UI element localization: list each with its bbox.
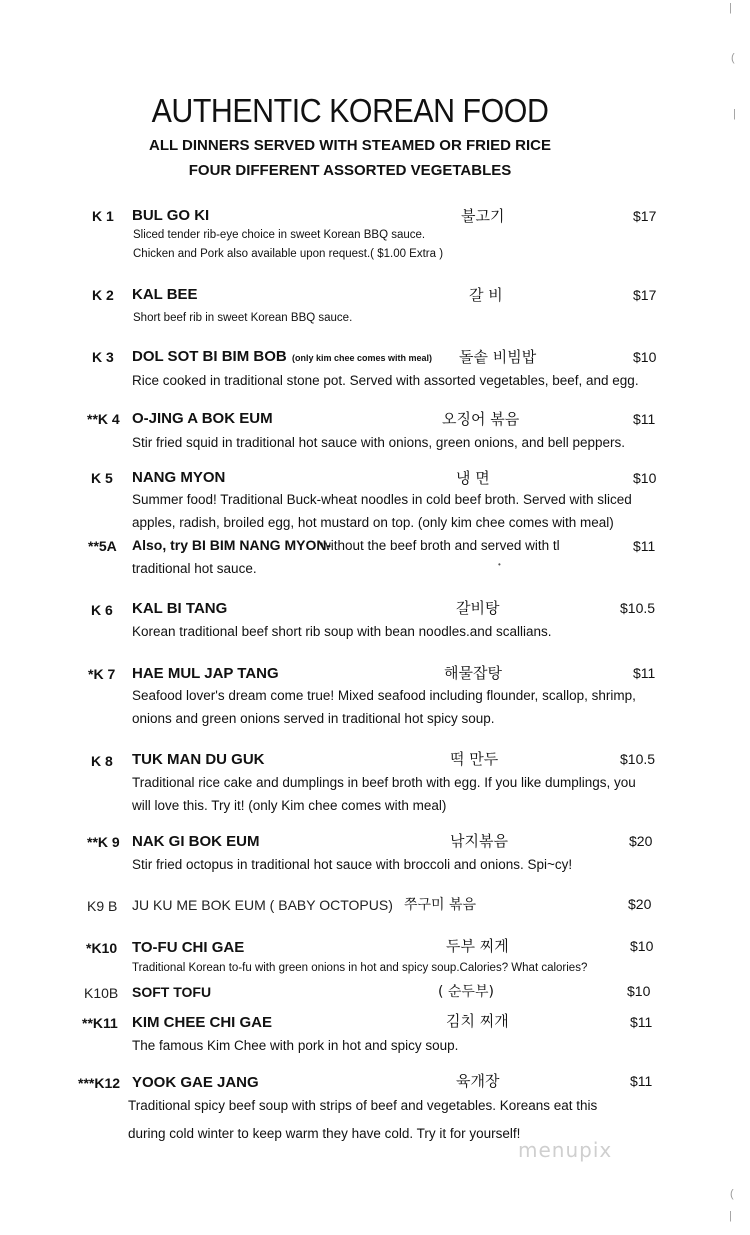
item-code: K9 B xyxy=(87,898,118,914)
item-name: BUL GO KI xyxy=(132,207,210,224)
menu-title: AUTHENTIC KOREAN FOOD xyxy=(151,92,549,129)
item-description: Seafood lover's dream come true! Mixed seafood including flounder, scallop, shrimp, xyxy=(132,688,636,703)
item-description-2: Chicken and Pork also available upon request.( $1.00 Extra ) xyxy=(133,248,444,260)
item-korean-name: 해물잡탕 xyxy=(444,664,502,682)
item-korean-name: 떡 만두 xyxy=(450,750,499,768)
item-name: TO-FU CHI GAE xyxy=(132,939,245,956)
item-code: *K 7 xyxy=(88,666,116,682)
scan-edge-mark: | xyxy=(733,108,736,120)
item-name: JU KU ME BOK EUM ( BABY OCTOPUS) xyxy=(132,897,393,913)
item-code: K 3 xyxy=(92,349,114,365)
item-korean-name: 김치 찌개 xyxy=(446,1012,509,1030)
item-description: Stir fried squid in traditional hot sauce with onions, green onions, and bell peppers. xyxy=(132,435,626,450)
item-description: Rice cooked in traditional stone pot. Served with assorted vegetables, beef, and egg. xyxy=(132,373,639,388)
menu-subtitle-vegetables: FOUR DIFFERENT ASSORTED VEGETABLES xyxy=(188,162,512,179)
item-price: $10.5 xyxy=(620,751,656,767)
scan-edge-mark: ( xyxy=(730,1188,734,1200)
item-description: Traditional rice cake and dumplings in beef broth with egg. If you like dumplings, you xyxy=(132,775,636,790)
item-price: $10 xyxy=(633,349,657,365)
item-price: $10.5 xyxy=(620,600,656,616)
item-price: $17 xyxy=(633,208,657,224)
item-price: $10 xyxy=(630,938,654,954)
item-description: traditional hot sauce. xyxy=(132,561,257,576)
item-code: **5A xyxy=(88,538,117,554)
item-code: K 8 xyxy=(91,753,113,769)
item-code: *K10 xyxy=(86,940,118,956)
item-korean-name: 갈비탕 xyxy=(456,599,500,617)
item-description: Summer food! Traditional Buck-wheat noodles in cold beef broth. Served with sliced xyxy=(132,492,632,507)
item-price: $11 xyxy=(633,665,656,681)
item-price: $11 xyxy=(630,1014,653,1030)
menu-subtitle-rice: ALL DINNERS SERVED WITH STEAMED OR FRIED RICE xyxy=(149,137,551,154)
item-price: $11 xyxy=(633,538,656,554)
item-korean-name: 오징어 볶음 xyxy=(442,410,520,428)
item-name: HAE MUL JAP TANG xyxy=(132,665,279,682)
item-description: Short beef rib in sweet Korean BBQ sauce. xyxy=(133,312,353,324)
item-name: Also, try BI BIM NANG MYON- xyxy=(132,537,332,553)
item-description: Stir fried octopus in traditional hot sauce with broccoli and onions. Spi~cy! xyxy=(132,857,573,872)
item-price: $11 xyxy=(630,1073,653,1089)
item-name: SOFT TOFU xyxy=(132,984,212,1000)
item-name: NAK GI BOK EUM xyxy=(132,833,260,850)
item-description: Sliced tender rib-eye choice in sweet Korean BBQ sauce. xyxy=(133,229,426,241)
item-code: ***K12 xyxy=(78,1075,121,1091)
item-korean-name: ( 순두부) xyxy=(438,984,494,1000)
item-price: $20 xyxy=(629,833,653,849)
item-code: K 5 xyxy=(91,470,113,486)
item-code: K 1 xyxy=(92,208,114,224)
item-description: Korean traditional beef short rib soup with bean noodles.and scallians. xyxy=(132,624,552,639)
item-korean-name: 낚지볶음 xyxy=(450,832,508,850)
item-price: $17 xyxy=(633,287,657,303)
item-description-2: will love this. Try it! (only Kim chee comes with meal) xyxy=(132,798,447,813)
item-name: NANG MYON xyxy=(132,469,226,486)
item-name: O-JING A BOK EUM xyxy=(132,410,273,427)
scan-edge-mark: ( xyxy=(731,52,735,64)
item-korean-name: 돌솥 비빔밥 xyxy=(459,348,537,366)
scan-edge-mark: | xyxy=(729,2,732,14)
item-note: (only kim chee comes with meal) xyxy=(292,353,433,363)
item-price: $10 xyxy=(627,983,651,999)
item-name: DOL SOT BI BIM BOB xyxy=(132,348,287,365)
item-name: YOOK GAE JANG xyxy=(132,1074,259,1091)
item-description-2: during cold winter to keep warm they have cold. Try it for yourself! xyxy=(128,1126,521,1141)
watermark-logo: menupix xyxy=(518,1138,613,1162)
item-name-rest: without the beef broth and served with tl xyxy=(321,538,560,553)
item-price: $20 xyxy=(628,896,652,912)
item-name: KAL BI TANG xyxy=(132,600,228,617)
item-korean-name: 육개장 xyxy=(456,1072,500,1090)
item-description: Traditional Korean to-fu with green onions in hot and spicy soup.Calories? What calories? xyxy=(132,962,588,974)
item-korean-name: 불고기 xyxy=(461,207,505,225)
item-code: **K 4 xyxy=(87,411,120,427)
item-korean-name: 갈 비 xyxy=(469,286,503,304)
item-code: **K 9 xyxy=(87,834,120,850)
item-description: Traditional spicy beef soup with strips of beef and vegetables. Koreans eat this xyxy=(128,1098,598,1113)
item-code: K 2 xyxy=(92,287,114,303)
item-name: KIM CHEE CHI GAE xyxy=(132,1014,273,1031)
item-name: KAL BEE xyxy=(132,286,198,303)
item-code: **K11 xyxy=(82,1015,118,1031)
item-description: The famous Kim Chee with pork in hot and spicy soup. xyxy=(132,1038,459,1053)
item-korean-name: 냉 면 xyxy=(456,469,490,487)
scan-edge-mark: | xyxy=(729,1210,732,1222)
item-korean-name: 쭈구미 볶음 xyxy=(404,897,477,913)
item-name: TUK MAN DU GUK xyxy=(132,751,265,768)
item-code: K10B xyxy=(84,985,119,1001)
speck: • xyxy=(498,560,501,569)
item-description-2: apples, radish, broiled egg, hot mustard on top. (only kim chee comes with meal) xyxy=(132,515,614,530)
item-korean-name: 두부 찌게 xyxy=(446,937,509,955)
item-code: K 6 xyxy=(91,602,113,618)
item-price: $10 xyxy=(633,470,657,486)
item-description-2: onions and green onions served in traditional hot spicy soup. xyxy=(132,711,495,726)
item-price: $11 xyxy=(633,411,656,427)
